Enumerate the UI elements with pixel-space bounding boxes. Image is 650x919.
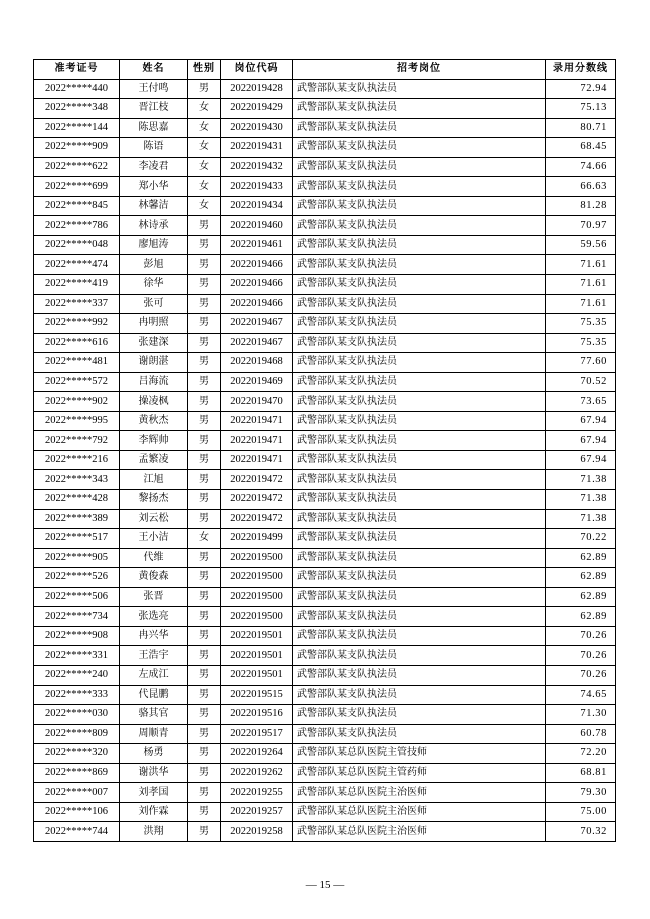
gender-cell: 男 bbox=[188, 802, 221, 822]
exam-id-cell: 2022*****786 bbox=[34, 216, 120, 236]
table-row bbox=[34, 822, 616, 842]
position-cell: 武警部队某支队执法员 bbox=[293, 294, 546, 314]
exam-id-cell: 2022*****992 bbox=[34, 314, 120, 334]
exam-id-cell: 2022*****348 bbox=[34, 99, 120, 119]
score-line-cell: 60.78 bbox=[546, 724, 616, 744]
exam-id-cell: 2022*****216 bbox=[34, 450, 120, 470]
position-cell: 武警部队某支队执法员 bbox=[293, 255, 546, 275]
position-code-cell: 2022019257 bbox=[221, 802, 293, 822]
score-line-cell: 62.89 bbox=[546, 568, 616, 588]
exam-id-cell: 2022*****048 bbox=[34, 235, 120, 255]
gender-cell: 男 bbox=[188, 724, 221, 744]
gender-cell: 男 bbox=[188, 372, 221, 392]
position-code-cell: 2022019500 bbox=[221, 568, 293, 588]
name-cell: 王付鸣 bbox=[120, 79, 188, 99]
score-line-cell: 72.20 bbox=[546, 744, 616, 764]
position-code-cell: 2022019500 bbox=[221, 607, 293, 627]
score-line-cell: 70.97 bbox=[546, 216, 616, 236]
score-line-cell: 71.61 bbox=[546, 294, 616, 314]
name-cell: 廖旭涛 bbox=[120, 235, 188, 255]
table-row bbox=[34, 705, 616, 725]
table-row bbox=[34, 411, 616, 431]
name-cell: 郑小华 bbox=[120, 177, 188, 197]
exam-id-cell: 2022*****905 bbox=[34, 548, 120, 568]
position-code-cell: 2022019466 bbox=[221, 275, 293, 295]
position-code-cell: 2022019430 bbox=[221, 118, 293, 138]
table-row bbox=[34, 255, 616, 275]
position-code-cell: 2022019258 bbox=[221, 822, 293, 842]
name-cell: 张晋 bbox=[120, 587, 188, 607]
position-cell: 武警部队某总队医院主管技师 bbox=[293, 744, 546, 764]
score-line-cell: 75.13 bbox=[546, 99, 616, 119]
gender-cell: 男 bbox=[188, 275, 221, 295]
gender-cell: 男 bbox=[188, 548, 221, 568]
header-exam-id: 准考证号 bbox=[34, 60, 120, 80]
exam-id-cell: 2022*****909 bbox=[34, 138, 120, 158]
position-cell: 武警部队某支队执法员 bbox=[293, 138, 546, 158]
position-code-cell: 2022019431 bbox=[221, 138, 293, 158]
name-cell: 刘孝国 bbox=[120, 783, 188, 803]
position-cell: 武警部队某支队执法员 bbox=[293, 724, 546, 744]
exam-id-cell: 2022*****622 bbox=[34, 157, 120, 177]
gender-cell: 女 bbox=[188, 529, 221, 549]
exam-id-cell: 2022*****506 bbox=[34, 587, 120, 607]
position-cell: 武警部队某总队医院主治医师 bbox=[293, 802, 546, 822]
position-code-cell: 2022019471 bbox=[221, 411, 293, 431]
score-line-cell: 81.28 bbox=[546, 196, 616, 216]
name-cell: 黄俊森 bbox=[120, 568, 188, 588]
position-cell: 武警部队某支队执法员 bbox=[293, 235, 546, 255]
gender-cell: 男 bbox=[188, 392, 221, 412]
name-cell: 张选亮 bbox=[120, 607, 188, 627]
gender-cell: 男 bbox=[188, 353, 221, 373]
exam-id-cell: 2022*****007 bbox=[34, 783, 120, 803]
position-cell: 武警部队某支队执法员 bbox=[293, 490, 546, 510]
exam-id-cell: 2022*****908 bbox=[34, 626, 120, 646]
position-code-cell: 2022019429 bbox=[221, 99, 293, 119]
position-cell: 武警部队某支队执法员 bbox=[293, 157, 546, 177]
name-cell: 王小洁 bbox=[120, 529, 188, 549]
score-line-cell: 74.65 bbox=[546, 685, 616, 705]
exam-id-cell: 2022*****144 bbox=[34, 118, 120, 138]
gender-cell: 男 bbox=[188, 216, 221, 236]
exam-id-cell: 2022*****699 bbox=[34, 177, 120, 197]
score-line-cell: 80.71 bbox=[546, 118, 616, 138]
gender-cell: 男 bbox=[188, 763, 221, 783]
table-row bbox=[34, 626, 616, 646]
score-line-cell: 77.60 bbox=[546, 353, 616, 373]
gender-cell: 女 bbox=[188, 196, 221, 216]
table-row bbox=[34, 353, 616, 373]
position-cell: 武警部队某支队执法员 bbox=[293, 411, 546, 431]
exam-id-cell: 2022*****995 bbox=[34, 411, 120, 431]
table-row bbox=[34, 216, 616, 236]
name-cell: 江旭 bbox=[120, 470, 188, 490]
position-cell: 武警部队某支队执法员 bbox=[293, 626, 546, 646]
gender-cell: 男 bbox=[188, 685, 221, 705]
table-body bbox=[34, 79, 616, 841]
score-line-cell: 75.00 bbox=[546, 802, 616, 822]
position-cell: 武警部队某支队执法员 bbox=[293, 79, 546, 99]
header-position: 招考岗位 bbox=[293, 60, 546, 80]
gender-cell: 男 bbox=[188, 587, 221, 607]
header-score-line: 录用分数线 bbox=[546, 60, 616, 80]
exam-id-cell: 2022*****428 bbox=[34, 490, 120, 510]
position-cell: 武警部队某支队执法员 bbox=[293, 685, 546, 705]
gender-cell: 男 bbox=[188, 294, 221, 314]
table-row bbox=[34, 490, 616, 510]
name-cell: 陈思嘉 bbox=[120, 118, 188, 138]
position-code-cell: 2022019516 bbox=[221, 705, 293, 725]
exam-id-cell: 2022*****869 bbox=[34, 763, 120, 783]
gender-cell: 女 bbox=[188, 157, 221, 177]
gender-cell: 男 bbox=[188, 626, 221, 646]
score-line-cell: 67.94 bbox=[546, 450, 616, 470]
name-cell: 代维 bbox=[120, 548, 188, 568]
position-code-cell: 2022019472 bbox=[221, 509, 293, 529]
position-code-cell: 2022019255 bbox=[221, 783, 293, 803]
name-cell: 陈语 bbox=[120, 138, 188, 158]
score-line-cell: 71.38 bbox=[546, 490, 616, 510]
score-line-cell: 71.30 bbox=[546, 705, 616, 725]
table-row bbox=[34, 685, 616, 705]
score-line-cell: 70.26 bbox=[546, 626, 616, 646]
exam-id-cell: 2022*****902 bbox=[34, 392, 120, 412]
gender-cell: 女 bbox=[188, 177, 221, 197]
exam-id-cell: 2022*****320 bbox=[34, 744, 120, 764]
name-cell: 晋江枝 bbox=[120, 99, 188, 119]
table-row bbox=[34, 724, 616, 744]
table-row bbox=[34, 646, 616, 666]
gender-cell: 女 bbox=[188, 99, 221, 119]
position-code-cell: 2022019500 bbox=[221, 587, 293, 607]
score-line-cell: 70.32 bbox=[546, 822, 616, 842]
score-line-cell: 71.61 bbox=[546, 255, 616, 275]
table-row bbox=[34, 431, 616, 451]
position-code-cell: 2022019499 bbox=[221, 529, 293, 549]
name-cell: 冉兴华 bbox=[120, 626, 188, 646]
position-code-cell: 2022019468 bbox=[221, 353, 293, 373]
exam-id-cell: 2022*****744 bbox=[34, 822, 120, 842]
position-cell: 武警部队某支队执法员 bbox=[293, 353, 546, 373]
position-cell: 武警部队某支队执法员 bbox=[293, 470, 546, 490]
score-line-cell: 67.94 bbox=[546, 411, 616, 431]
table-row bbox=[34, 118, 616, 138]
gender-cell: 男 bbox=[188, 235, 221, 255]
position-cell: 武警部队某支队执法员 bbox=[293, 665, 546, 685]
gender-cell: 男 bbox=[188, 411, 221, 431]
exam-id-cell: 2022*****240 bbox=[34, 665, 120, 685]
exam-id-cell: 2022*****333 bbox=[34, 685, 120, 705]
name-cell: 徐华 bbox=[120, 275, 188, 295]
score-line-cell: 67.94 bbox=[546, 431, 616, 451]
gender-cell: 男 bbox=[188, 822, 221, 842]
position-code-cell: 2022019467 bbox=[221, 314, 293, 334]
position-code-cell: 2022019461 bbox=[221, 235, 293, 255]
score-line-cell: 62.89 bbox=[546, 607, 616, 627]
position-code-cell: 2022019428 bbox=[221, 79, 293, 99]
gender-cell: 男 bbox=[188, 783, 221, 803]
position-cell: 武警部队某支队执法员 bbox=[293, 646, 546, 666]
table-row bbox=[34, 665, 616, 685]
position-cell: 武警部队某支队执法员 bbox=[293, 392, 546, 412]
name-cell: 彭旭 bbox=[120, 255, 188, 275]
position-code-cell: 2022019471 bbox=[221, 450, 293, 470]
table-row bbox=[34, 763, 616, 783]
table-row bbox=[34, 138, 616, 158]
position-code-cell: 2022019467 bbox=[221, 333, 293, 353]
position-cell: 武警部队某支队执法员 bbox=[293, 216, 546, 236]
name-cell: 张可 bbox=[120, 294, 188, 314]
gender-cell: 男 bbox=[188, 79, 221, 99]
exam-id-cell: 2022*****106 bbox=[34, 802, 120, 822]
gender-cell: 男 bbox=[188, 744, 221, 764]
exam-id-cell: 2022*****517 bbox=[34, 529, 120, 549]
gender-cell: 男 bbox=[188, 568, 221, 588]
gender-cell: 男 bbox=[188, 490, 221, 510]
position-code-cell: 2022019432 bbox=[221, 157, 293, 177]
position-code-cell: 2022019472 bbox=[221, 470, 293, 490]
position-cell: 武警部队某支队执法员 bbox=[293, 548, 546, 568]
score-line-cell: 74.66 bbox=[546, 157, 616, 177]
position-code-cell: 2022019470 bbox=[221, 392, 293, 412]
score-line-cell: 62.89 bbox=[546, 587, 616, 607]
score-line-cell: 70.52 bbox=[546, 372, 616, 392]
exam-id-cell: 2022*****572 bbox=[34, 372, 120, 392]
score-line-cell: 68.81 bbox=[546, 763, 616, 783]
name-cell: 杨勇 bbox=[120, 744, 188, 764]
name-cell: 冉明照 bbox=[120, 314, 188, 334]
exam-id-cell: 2022*****734 bbox=[34, 607, 120, 627]
position-cell: 武警部队某支队执法员 bbox=[293, 196, 546, 216]
position-code-cell: 2022019469 bbox=[221, 372, 293, 392]
gender-cell: 女 bbox=[188, 118, 221, 138]
exam-id-cell: 2022*****419 bbox=[34, 275, 120, 295]
position-code-cell: 2022019460 bbox=[221, 216, 293, 236]
score-line-cell: 68.45 bbox=[546, 138, 616, 158]
table-row bbox=[34, 568, 616, 588]
name-cell: 谢洪华 bbox=[120, 763, 188, 783]
name-cell: 洪翔 bbox=[120, 822, 188, 842]
name-cell: 林馨洁 bbox=[120, 196, 188, 216]
gender-cell: 男 bbox=[188, 509, 221, 529]
position-cell: 武警部队某支队执法员 bbox=[293, 177, 546, 197]
score-line-cell: 70.26 bbox=[546, 646, 616, 666]
gender-cell: 男 bbox=[188, 705, 221, 725]
table-row bbox=[34, 744, 616, 764]
table-header-row bbox=[34, 60, 616, 80]
position-code-cell: 2022019466 bbox=[221, 255, 293, 275]
gender-cell: 男 bbox=[188, 646, 221, 666]
name-cell: 王浩宇 bbox=[120, 646, 188, 666]
gender-cell: 女 bbox=[188, 138, 221, 158]
score-line-cell: 70.22 bbox=[546, 529, 616, 549]
position-cell: 武警部队某总队医院主管药师 bbox=[293, 763, 546, 783]
admission-table bbox=[33, 59, 616, 842]
score-line-cell: 59.56 bbox=[546, 235, 616, 255]
table-row bbox=[34, 177, 616, 197]
position-code-cell: 2022019466 bbox=[221, 294, 293, 314]
gender-cell: 男 bbox=[188, 255, 221, 275]
position-cell: 武警部队某总队医院主治医师 bbox=[293, 822, 546, 842]
exam-id-cell: 2022*****337 bbox=[34, 294, 120, 314]
table-row bbox=[34, 235, 616, 255]
name-cell: 操凌枫 bbox=[120, 392, 188, 412]
table-row bbox=[34, 333, 616, 353]
position-cell: 武警部队某支队执法员 bbox=[293, 509, 546, 529]
position-code-cell: 2022019433 bbox=[221, 177, 293, 197]
score-line-cell: 70.26 bbox=[546, 665, 616, 685]
gender-cell: 男 bbox=[188, 333, 221, 353]
position-code-cell: 2022019434 bbox=[221, 196, 293, 216]
position-code-cell: 2022019515 bbox=[221, 685, 293, 705]
position-cell: 武警部队某支队执法员 bbox=[293, 99, 546, 119]
exam-id-cell: 2022*****616 bbox=[34, 333, 120, 353]
score-line-cell: 71.38 bbox=[546, 470, 616, 490]
position-code-cell: 2022019501 bbox=[221, 665, 293, 685]
position-cell: 武警部队某支队执法员 bbox=[293, 529, 546, 549]
position-code-cell: 2022019501 bbox=[221, 646, 293, 666]
name-cell: 骆其官 bbox=[120, 705, 188, 725]
table-row bbox=[34, 314, 616, 334]
position-cell: 武警部队某支队执法员 bbox=[293, 450, 546, 470]
position-code-cell: 2022019472 bbox=[221, 490, 293, 510]
position-code-cell: 2022019471 bbox=[221, 431, 293, 451]
exam-id-cell: 2022*****845 bbox=[34, 196, 120, 216]
position-code-cell: 2022019500 bbox=[221, 548, 293, 568]
gender-cell: 男 bbox=[188, 665, 221, 685]
table-row bbox=[34, 450, 616, 470]
name-cell: 李辉帅 bbox=[120, 431, 188, 451]
name-cell: 张建深 bbox=[120, 333, 188, 353]
exam-id-cell: 2022*****792 bbox=[34, 431, 120, 451]
name-cell: 吕海流 bbox=[120, 372, 188, 392]
gender-cell: 男 bbox=[188, 431, 221, 451]
page-number: — 15 — bbox=[305, 879, 345, 891]
name-cell: 李凌君 bbox=[120, 157, 188, 177]
table-row bbox=[34, 79, 616, 99]
score-line-cell: 79.30 bbox=[546, 783, 616, 803]
position-cell: 武警部队某支队执法员 bbox=[293, 607, 546, 627]
name-cell: 左成江 bbox=[120, 665, 188, 685]
position-cell: 武警部队某支队执法员 bbox=[293, 275, 546, 295]
name-cell: 刘作霖 bbox=[120, 802, 188, 822]
header-name: 姓名 bbox=[120, 60, 188, 80]
position-cell: 武警部队某支队执法员 bbox=[293, 568, 546, 588]
position-cell: 武警部队某支队执法员 bbox=[293, 372, 546, 392]
table-row bbox=[34, 587, 616, 607]
score-line-cell: 62.89 bbox=[546, 548, 616, 568]
table-row bbox=[34, 783, 616, 803]
position-cell: 武警部队某总队医院主治医师 bbox=[293, 783, 546, 803]
table-row bbox=[34, 509, 616, 529]
table-row bbox=[34, 99, 616, 119]
gender-cell: 男 bbox=[188, 607, 221, 627]
exam-id-cell: 2022*****343 bbox=[34, 470, 120, 490]
table-row bbox=[34, 157, 616, 177]
position-cell: 武警部队某支队执法员 bbox=[293, 431, 546, 451]
exam-id-cell: 2022*****526 bbox=[34, 568, 120, 588]
name-cell: 黄秋杰 bbox=[120, 411, 188, 431]
exam-id-cell: 2022*****331 bbox=[34, 646, 120, 666]
score-line-cell: 71.61 bbox=[546, 275, 616, 295]
score-line-cell: 71.38 bbox=[546, 509, 616, 529]
table-row bbox=[34, 275, 616, 295]
exam-id-cell: 2022*****809 bbox=[34, 724, 120, 744]
name-cell: 黎扬杰 bbox=[120, 490, 188, 510]
table-row bbox=[34, 529, 616, 549]
position-code-cell: 2022019262 bbox=[221, 763, 293, 783]
table-row bbox=[34, 372, 616, 392]
position-cell: 武警部队某支队执法员 bbox=[293, 333, 546, 353]
score-line-cell: 73.65 bbox=[546, 392, 616, 412]
position-cell: 武警部队某支队执法员 bbox=[293, 705, 546, 725]
table-row bbox=[34, 392, 616, 412]
name-cell: 周顺青 bbox=[120, 724, 188, 744]
table-row bbox=[34, 294, 616, 314]
position-cell: 武警部队某支队执法员 bbox=[293, 118, 546, 138]
exam-id-cell: 2022*****474 bbox=[34, 255, 120, 275]
position-code-cell: 2022019264 bbox=[221, 744, 293, 764]
name-cell: 林诗承 bbox=[120, 216, 188, 236]
exam-id-cell: 2022*****440 bbox=[34, 79, 120, 99]
exam-id-cell: 2022*****481 bbox=[34, 353, 120, 373]
name-cell: 孟繁凌 bbox=[120, 450, 188, 470]
score-line-cell: 66.63 bbox=[546, 177, 616, 197]
header-position-code: 岗位代码 bbox=[221, 60, 293, 80]
score-line-cell: 75.35 bbox=[546, 314, 616, 334]
gender-cell: 男 bbox=[188, 470, 221, 490]
position-code-cell: 2022019517 bbox=[221, 724, 293, 744]
position-cell: 武警部队某支队执法员 bbox=[293, 314, 546, 334]
gender-cell: 男 bbox=[188, 450, 221, 470]
position-code-cell: 2022019501 bbox=[221, 626, 293, 646]
position-cell: 武警部队某支队执法员 bbox=[293, 587, 546, 607]
name-cell: 刘云松 bbox=[120, 509, 188, 529]
table-row bbox=[34, 196, 616, 216]
name-cell: 谢朗湛 bbox=[120, 353, 188, 373]
table-row bbox=[34, 470, 616, 490]
score-line-cell: 75.35 bbox=[546, 333, 616, 353]
exam-id-cell: 2022*****030 bbox=[34, 705, 120, 725]
table-row bbox=[34, 607, 616, 627]
score-line-cell: 72.94 bbox=[546, 79, 616, 99]
table-row bbox=[34, 802, 616, 822]
table-row bbox=[34, 548, 616, 568]
header-gender: 性别 bbox=[188, 60, 221, 80]
gender-cell: 男 bbox=[188, 314, 221, 334]
name-cell: 代昆鹏 bbox=[120, 685, 188, 705]
exam-id-cell: 2022*****389 bbox=[34, 509, 120, 529]
